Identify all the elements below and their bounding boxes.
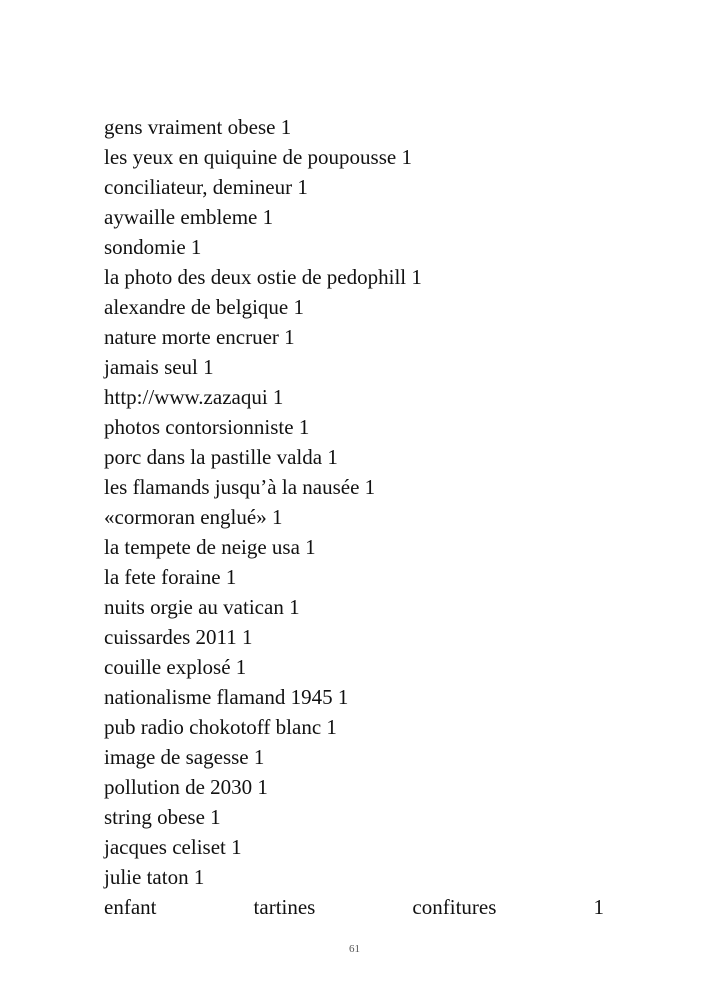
list-item: nationalisme flamand 1945 1 (104, 685, 349, 709)
list-item: nature morte encruer 1 (104, 325, 295, 349)
list-item: sondomie 1 (104, 235, 202, 259)
search-term-list (104, 112, 604, 922)
page-number: 61 (349, 943, 360, 955)
list-item: julie taton 1 (104, 865, 205, 889)
list-item: cuissardes 2011 1 (104, 625, 253, 649)
list-item: couille explosé 1 (104, 655, 247, 679)
list-item: la tempete de neige usa 1 (104, 535, 316, 559)
list-item: conciliateur, demineur 1 (104, 175, 308, 199)
list-item: aywaille embleme 1 (104, 205, 274, 229)
list-item: jacques celiset 1 (104, 835, 242, 859)
list-item: gens vraiment obese 1 (104, 115, 292, 139)
list-item: les flamands jusqu’à la nausée 1 (104, 475, 376, 499)
list-item: les yeux en quiquine de poupousse 1 (104, 145, 412, 169)
list-item: string obese 1 (104, 805, 221, 829)
list-item: «cormoran englué» 1 (104, 505, 283, 529)
list-item: la photo des deux ostie de pedophill 1 (104, 265, 422, 289)
list-item: alexandre de belgique 1 (104, 295, 304, 319)
list-item: photos contorsionniste 1 (104, 415, 310, 439)
list-item: jamais seul 1 (104, 355, 214, 379)
list-item-word: enfant (104, 895, 157, 919)
list-item-count: 1 (593, 895, 604, 919)
list-item: nuits orgie au vatican 1 (104, 595, 300, 619)
list-item-justified (104, 892, 604, 922)
list-item: pollution de 2030 1 (104, 775, 268, 799)
list-item-word: confitures (412, 895, 497, 919)
list-item-word: tartines (253, 895, 316, 919)
list-item: http://www.zazaqui 1 (104, 385, 284, 409)
list-item: la fete foraine 1 (104, 565, 237, 589)
list-item: image de sagesse 1 (104, 745, 265, 769)
list-item: porc dans la pastille valda 1 (104, 445, 338, 469)
list-item: pub radio chokotoff blanc 1 (104, 715, 337, 739)
